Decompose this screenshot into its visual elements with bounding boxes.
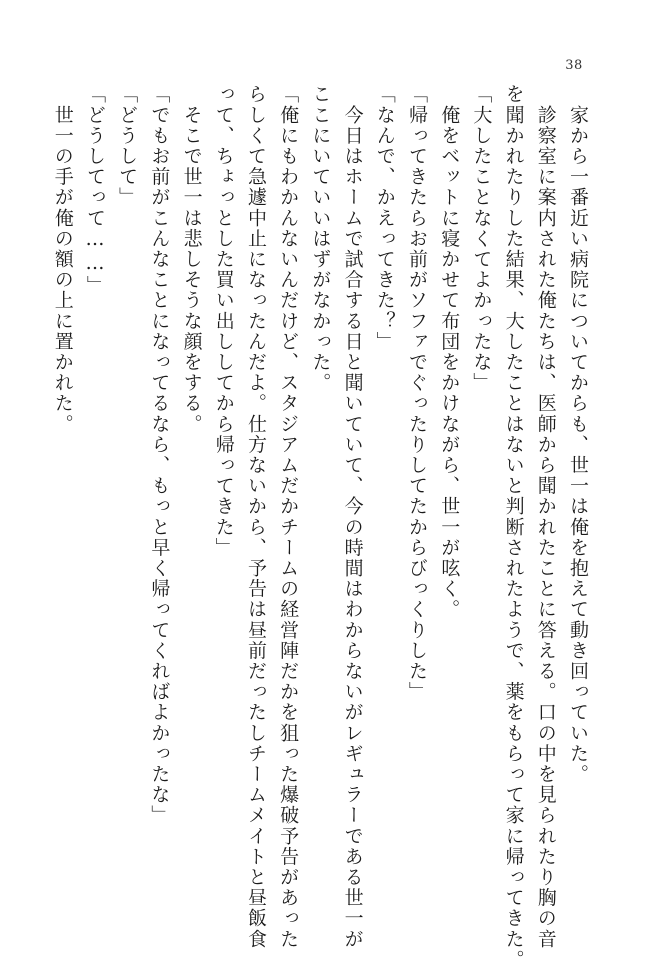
text-line: 「帰ってきたらお前がソファでぐったりしてたからびっくりした」 [405,84,428,702]
text-line: らしくて急遽中止になったんだよ。仕方ないから、予告は昼前だったしチームメイトと昼飯食 [244,84,267,950]
text-line: って、ちょっとした買い出ししてから帰ってきた」 [212,84,235,558]
body-text [47,84,594,970]
text-line: 俺をベットに寝かせて布団をかけながら、世一が呟く。 [438,84,461,620]
text-line: 今日はホームで試合する日と聞いていて、今の時間はわからないがレギュラーである世一が [341,84,364,950]
text-line: 「どうして」 [116,84,139,208]
text-line: を聞かれたりした結果、大したことはないと判断されたようで、薬をもらって家に帰ってきた。 [502,84,525,970]
text-line: ここにいていいはずがなかった。 [309,84,332,393]
page-number: 38 [565,58,583,73]
text-line: 診察室に案内された俺たちは、医師から聞かれたことに答える。口の中を見られたり胸の音 [534,84,557,950]
text-line: 家から一番近い病院についてからも、世一は俺を抱えて動き回っていた。 [567,84,589,785]
text-line: 世一の手が俺の額の上に置かれた。 [51,84,74,435]
text-line: 「なんで、かえってきた？」 [373,84,396,352]
text-line: 「でもお前がこんなことになってるなら、もっと早く帰ってくればよかったな」 [148,84,171,826]
text-line: 「俺にもわかんないんだけど、スタジアムだかチームの経営陣だかを狙った爆破予告があった [277,84,300,950]
text-line: 「大したことなくてよかったな」 [470,84,493,393]
text-line: 「どうしてって……」 [83,84,106,296]
text-line: そこで世一は悲しそうな顔をする。 [180,84,203,435]
